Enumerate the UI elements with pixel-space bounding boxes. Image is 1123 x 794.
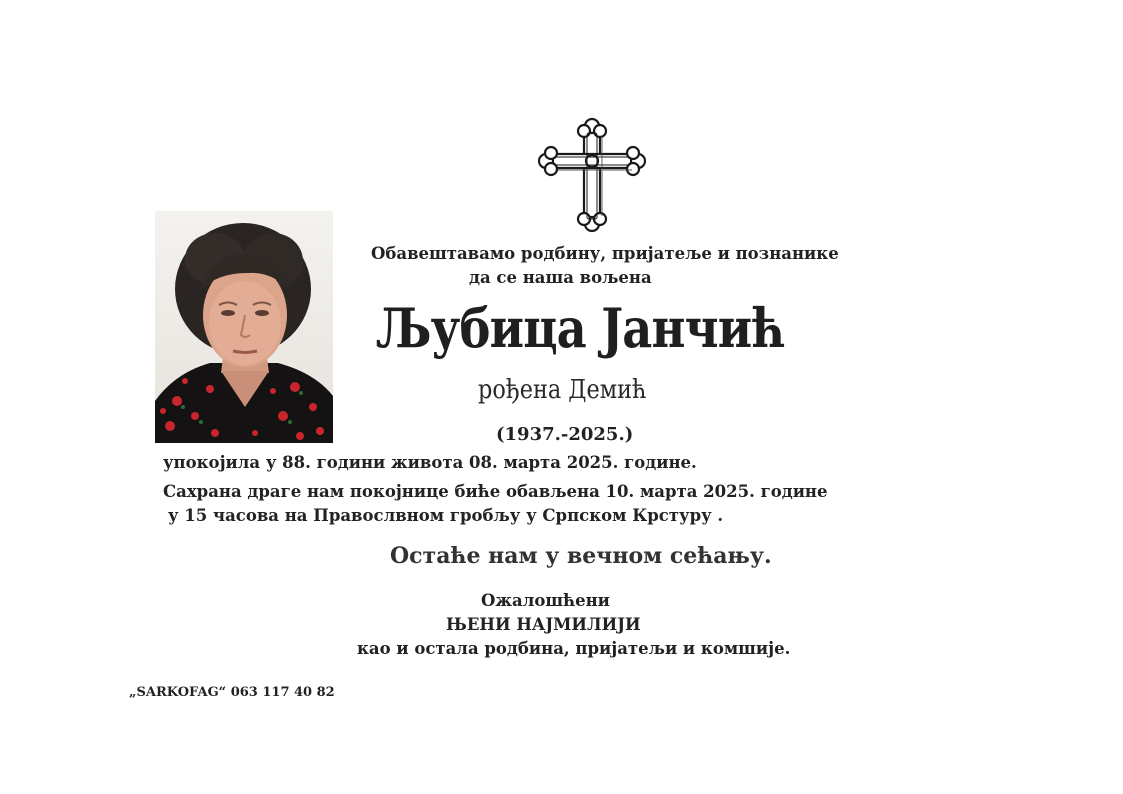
death-line: упокојила у 88. години живота 08. марта 2025. године.: [163, 453, 697, 472]
funeral-line-2: у 15 часова на Правослвном гробљу у Српском Крстуру .: [168, 506, 724, 525]
intro-line-1: Обавештавамо родбину, пријатеље и познанике: [371, 244, 839, 263]
mourners-heading: Ожалошћени: [481, 591, 610, 610]
funeral-line-1: Сахрана драге нам покојнице биће обављена 10. марта 2025. године: [163, 482, 828, 501]
maiden-name: рођена Демић: [478, 375, 647, 405]
memory-line: Остаће нам у вечном сећању.: [390, 543, 772, 569]
intro-line-2: да се наша вољена: [469, 268, 652, 287]
mourners-others: као и остала родбина, пријатељи и комшије.: [357, 639, 791, 658]
life-years: (1937.-2025.): [496, 424, 634, 445]
deceased-name: Љубица Јанчић: [375, 296, 785, 360]
orthodox-cross-icon: [538, 116, 646, 234]
mourners-main: ЊЕНИ НАЈМИЛИЈИ: [446, 615, 641, 634]
agency-contact: „SARKOFAG“ 063 117 40 82: [129, 685, 335, 700]
